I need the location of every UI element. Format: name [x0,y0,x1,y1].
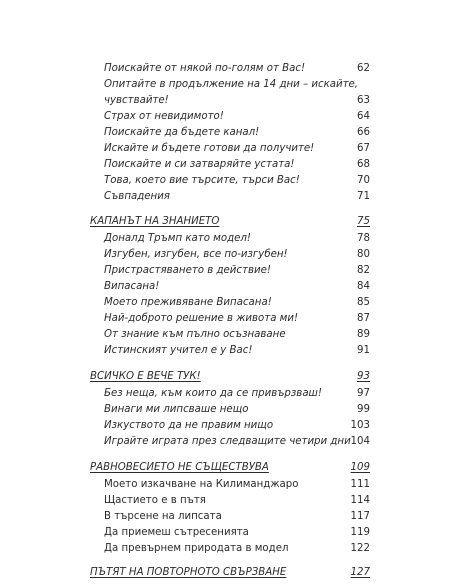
toc-entry-title: Страх от невидимото! [104,111,224,122]
toc-entry-title: Изкуството да не правим нищо [104,420,274,431]
toc-chapter-heading [90,566,370,580]
toc-entry [90,232,370,246]
toc-entry-title: Истинският учител е у Вас! [104,345,253,356]
toc-entry-title: Доналд Тръмп като модел! [104,233,251,244]
toc-entry [90,62,370,76]
toc-entry-title: Випасана! [104,281,160,292]
toc-entry-title: Съвпадения [104,191,170,202]
toc-entry-title: Изгубен, изгубен, все по-изгубен! [104,249,288,260]
toc-entry [90,344,370,358]
toc-chapter-title: ВСИЧКО Е ВЕЧЕ ТУК! [90,371,201,382]
toc-entry-page: 91 [357,345,370,356]
toc-entry-title: Играйте играта през следващите четири дни [104,436,351,447]
toc-chapter-heading [90,461,370,475]
toc-entry [90,542,370,556]
toc-entry [90,174,370,188]
toc-entry-page: 62 [357,63,370,74]
toc-entry [90,419,370,433]
toc-entry-page: 68 [357,159,370,170]
toc-entry-title: Опитайте в продължение на 14 дни – искайте, [104,79,359,90]
toc-entry-title: Моето преживяване Випасана! [104,297,272,308]
toc-entry [90,526,370,540]
toc-entry-page: 70 [357,175,370,186]
toc-entry-title: Да превърнем природата в модел [104,543,289,554]
toc-entry [90,94,370,108]
toc-entry-title: Пристрастяването в действие! [104,265,271,276]
toc-entry-title: Моето изкачване на Килиманджаро [104,479,299,490]
toc-entry-page: 80 [357,249,370,260]
toc-entry [90,494,370,508]
toc-entry-page: 78 [357,233,370,244]
toc-entry [90,126,370,140]
toc-chapter-page: 127 [350,567,370,578]
toc-entry-title: Без неща, към които да се привързваш! [104,388,322,399]
toc-entry [90,110,370,124]
toc-chapter-page: 109 [350,462,370,473]
toc-entry [90,312,370,326]
toc-entry-page: 67 [357,143,370,154]
toc-chapter-title: ПЪТЯТ НА ПОВТОРНОТО СВЪРЗВАНЕ [90,567,287,578]
toc-entry-page: 114 [350,495,370,506]
toc-entry-page: 103 [350,420,370,431]
toc-entry-title: От знание към пълно осъзнаване [104,329,286,340]
toc-entry-title: Поискайте от някой по-голям от Вас! [104,63,306,74]
toc-entry-page: 104 [350,436,370,447]
toc-entry-page: 84 [357,281,370,292]
toc-entry-page: 99 [357,404,370,415]
toc-entry-page: 64 [357,111,370,122]
toc-entry-page: 119 [350,527,370,538]
toc-entry-title: Винаги ми липсваше нещо [104,404,249,415]
toc-chapter-heading [90,370,370,384]
toc-chapter-title: КАПАНЪТ НА ЗНАНИЕТО [90,216,220,227]
toc-entry-page: 122 [350,543,370,554]
toc-entry-page: 97 [357,388,370,399]
toc-entry-page: 82 [357,265,370,276]
toc-entry-page: 66 [357,127,370,138]
toc-entry-page: 87 [357,313,370,324]
toc-entry [90,296,370,310]
toc-entry-page: 63 [357,95,370,106]
toc-entry-page: 85 [357,297,370,308]
toc-entry-title: Да приемеш сътресенията [104,527,249,538]
toc-entry-title: Щастието е в пътя [104,495,206,506]
toc-entry-title: В търсене на липсата [104,511,222,522]
toc-entry [90,190,370,204]
toc-entry-title: Най-доброто решение в живота ми! [104,313,299,324]
toc-entry-page: 89 [357,329,370,340]
toc-chapter-page: 93 [357,371,370,382]
toc-entry [90,510,370,524]
toc-entry-title: Искайте и бъдете готови да получите! [104,143,315,154]
toc-entry-title: Поискайте и си затваряйте устата! [104,159,295,170]
toc-entry-page: 117 [350,511,370,522]
toc-entry [90,78,370,92]
toc-chapter-title: РАВНОВЕСИЕТО НЕ СЪЩЕСТВУВА [90,462,269,473]
toc-entry [90,142,370,156]
toc-chapter-heading [90,215,370,229]
toc-entry [90,158,370,172]
toc-entry [90,478,370,492]
toc-entry [90,403,370,417]
toc-entry [90,328,370,342]
toc-chapter-page: 75 [357,216,370,227]
toc-entry [90,248,370,262]
toc-entry-title: Това, което вие търсите, търси Вас! [104,175,300,186]
toc-entry [90,435,370,449]
toc-entry-title: чувствайте! [104,95,169,106]
toc-entry-title: Поискайте да бъдете канал! [104,127,260,138]
toc-entry [90,280,370,294]
toc-entry [90,387,370,401]
toc-entry-page: 71 [357,191,370,202]
toc-entry-page: 111 [350,479,370,490]
toc-entry [90,264,370,278]
